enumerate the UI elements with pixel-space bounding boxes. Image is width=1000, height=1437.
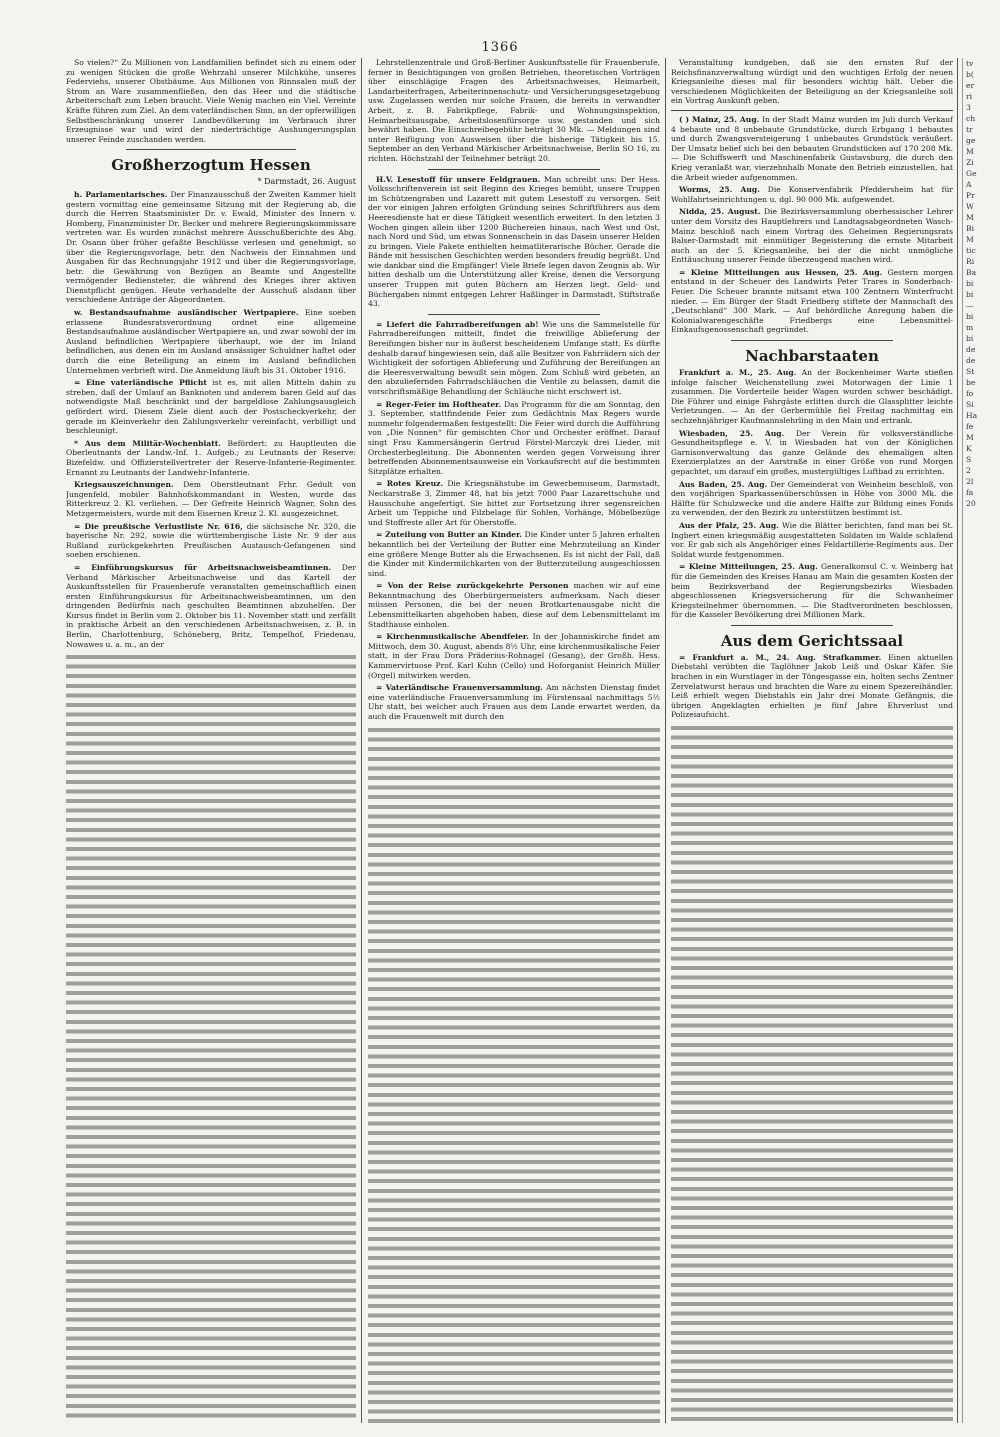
article-kleine-mitteilungen-hessen <box>671 268 953 335</box>
article-body: Die Kriegsnähstube im Gewerbemuseum, Darmstadt, Neckarstraße 3, Zimmer 48, hat bis jetzt 7000 Paar Lazarettschuhe und Hausschuhe angefertigt. Sie bittet zur Fortsetzung ihrer segensreichen Arbeit um Teppiche und Filzbelage für Sohlen, Vorhänge, Möbelbezüge und Stoffreste aller Art für Oberstoffe. <box>368 479 660 527</box>
edge-fragment: bi <box>966 312 974 321</box>
edge-fragment: Bi <box>966 224 975 233</box>
divider <box>731 625 893 626</box>
edge-fragment: b( <box>966 70 974 79</box>
edge-fragment: 3 <box>966 103 971 112</box>
edge-fragment: tic <box>966 246 976 255</box>
article-body: Am nächsten Dienstag findet eine vaterländische Frauenversammlung im Fürstensaal nachmittags 5½ Uhr statt, bei welcher auch Frauen aus dem Lande erwartet werden, da auch die Frauenwelt mit durch den <box>368 683 660 721</box>
article-body: Eine soeben erlassene Bundesratsverordnung ordnet eine allgemeine Bestandsaufnahme ausländischer Wertpapiere an, und zwar sowohl der im Ausland befindlichen Wertpapiere überhaupt, wie der im Inland befindlichen, aus denen ein im Ausland ansässiger Schuldner haftet oder durch die eine Beteiligung an einem im Ausland befindlichen Unternehmen verbrieft wird. Die Anmeldung läuft bis 31. Oktober 1916. <box>66 308 356 375</box>
article-lead: Aus Baden, 25. Aug. <box>679 479 768 489</box>
article-intro: So vielen?“ Zu Millionen von Landfamilien befindet sich zu einem oder zu wenigen Stücken die große Wehrzahl unserer Milchkühe, unseres Federviehs, unserer Obstbäume. Aus Millionen von Rinnsalen muß der Strom an Ware zusammenfließen, den das Heer und die städtische Arbeiterschaft zum Leben braucht. Viele Wenig machen ein Viel. Vereinte Kräfte führen zum Ziel. An dem vaterländischen Sinn, an der opferwilligen Selbstbeschränkung unserer Landbevölkerung im Verbrauch ihrer Erzeugnisse war und wird der niederträchtige Aushungerungsplan unserer Feinde zuschanden werden. <box>66 58 356 144</box>
article-verlustliste <box>66 522 356 560</box>
article-lead: Worms, 25. Aug. <box>679 185 760 195</box>
article-body: Wie uns die Sammelstelle für Fahrradbereifungen mitteilt, findet die freiwillige Ablieferung der Bereifungen bisher nur in äußerst bescheidenem Umfange statt. Es dürfte deshalb darauf hingewiesen sein, daß alle Besitzer von Fahrrädern sich der Wichtigkeit der sofortigen Ablieferung und Zuführung der Bereifungen an die Heeresverwaltung bewußt sein mögen. Zum Schluß wird gebeten, an den abzuliefernden Fahrradschläuchen die Ventile zu belassen, damit die vorschriftsmäßige Behandlung der Schläuche nicht erschwert ist. <box>368 319 660 396</box>
article-lead: Kriegsauszeichnungen. <box>74 480 174 490</box>
column-1 <box>66 58 356 1423</box>
article-lead: = Von der Reise zurückgekehrte Personen <box>376 581 569 591</box>
article-kriegsauszeichnungen <box>66 480 356 518</box>
edge-fragment: Ge <box>966 169 977 178</box>
divider <box>731 340 893 341</box>
edge-fragment: A <box>966 180 972 189</box>
edge-fragment: 20 <box>966 499 976 508</box>
column-rule <box>957 58 958 1423</box>
article-wiesbaden <box>671 429 953 477</box>
edge-fragment: W <box>966 202 974 211</box>
edge-fragment: ge <box>966 136 976 145</box>
edge-fragment: St <box>966 367 975 376</box>
article-lead: H.V. Lesestoff für unsere Feldgrauen. <box>376 174 541 184</box>
article-body: Wie die Blätter berichten, fand man bei St. Ingbert einen kriegsmäßig ausgestatteten Soldaten im Walde schlafend vor. Er gab sich als Angehöriger eines Feldartillerie-Regiments aus. Der Soldat wurde festgenommen. <box>671 520 953 559</box>
article-strafkammer <box>671 653 953 720</box>
article-parlamentarisches <box>66 190 356 305</box>
article-lead: * Aus dem Militär-Wochenblatt. <box>74 438 221 448</box>
edge-fragment: M <box>966 147 974 156</box>
edge-fragment: Ha <box>966 411 978 420</box>
edge-fragment: fo <box>966 389 974 398</box>
article-nidda <box>671 207 953 265</box>
article-lead: = Einführungskursus für Arbeitsnachweisbeamtinnen. <box>74 562 332 572</box>
article-lead: = Rotes Kreuz. <box>376 479 444 489</box>
article-lead: = Kleine Mitteilungen, 25. Aug. <box>679 562 818 572</box>
article-lead: = Zuteilung von Butter an Kinder. <box>376 530 523 540</box>
article-lead: ( ) Mainz, 25. Aug. <box>679 114 760 124</box>
article-pfalz <box>671 521 953 559</box>
edge-fragment: fe <box>966 422 974 431</box>
divider <box>428 314 600 315</box>
article-lead: Frankfurt a. M., 25. Aug. <box>679 368 797 378</box>
article-mainz <box>671 115 953 182</box>
adjacent-page-edge <box>962 58 996 1423</box>
article-body: Die Konservenfabrik Pfeddersheim hat für Wohlfahrtseinrichtungen u. dgl. 90 000 Mk. aufgewendet. <box>671 185 953 204</box>
edge-fragment: S <box>966 455 972 464</box>
article-rotes-kreuz <box>368 479 660 527</box>
column-rule <box>665 58 666 1423</box>
article-reger-feier <box>368 400 660 477</box>
article-frankfurt <box>671 368 953 426</box>
article-lead: = Die preußische Verlustliste Nr. 616, <box>74 521 243 531</box>
article-einfuehrungskursus <box>66 563 356 649</box>
article-wertpapiere <box>66 308 356 375</box>
article-body: die sächsische Nr. 320, die bayerische Nr. 292, sowie die württembergische Liste Nr. 9 der aus Rußland zurückgekehrten Preußischen Austausch-Gefangenen sind soeben erschienen. <box>66 521 356 560</box>
divider <box>428 169 600 170</box>
section-heading-nachbarstaaten: Nachbarstaaten <box>745 347 879 366</box>
article-lead: = Eine vaterländische Pflicht <box>74 378 207 388</box>
article-lead: = Vaterländische Frauenversammlung. <box>376 683 543 693</box>
column-2 <box>368 58 660 1423</box>
column-rule <box>361 58 362 1423</box>
article-fahrradbereifungen <box>368 320 660 397</box>
edge-fragment: bi <box>966 290 974 299</box>
edge-fragment: de <box>966 345 976 354</box>
page-number: 1366 <box>481 40 519 55</box>
article-lesestoff <box>368 175 660 309</box>
article-body: Die Kinder unter 5 Jahren erhalten bekanntlich bei der Verteilung der Butter eine Mehrzuteilung an Kinder eine größere Menge Butter als die Erwachsenen. Es ist nicht der Fall, daß die Kinder mit Kindermilchkarten von der Butterzuteilung ausgeschlossen sind. <box>368 530 660 578</box>
edge-fragment: Pr <box>966 191 975 200</box>
article-body: Gestern morgen entstand in der Scheuer des Landwirts Peter Trares in Sonderbach-Feuer. Die Scheuer brannte mitsamt etwa 100 Zentnern Winterfrucht nieder. — Ein Bürger der Stadt Friedberg stiftete der Mannschaft des „Deutschland“ 300 Mark. — Auf behördliche Anregung haben die Kolonialwarengeschäfte Friedbergs eine Lebensmittel-Einkaufsgenossenschaft gegründet. <box>671 267 953 335</box>
article-lead: Aus der Pfalz, 25. Aug. <box>679 520 779 530</box>
article-body: Das Programm für die am Sonntag, den 3. September, stattfindende Feier zum Gedächtnis Max Regers wurde nunmehr folgendermaßen festgestellt: Die Feier wird durch die Aufführung von „Die Nonnen“ für gemischten Chor und Orchester eröffnet. Darauf singt Frau Kammersängerin Gertrud Förstel-Marczyk drei Lieder, mit Orchesterbegleitung. Die Abonnenten werden gegen Vorweisung ihrer betreffenden Abonnementsausweise ein Vorkaufsrecht auf die bestimmten Sitzplätze erhalten. <box>368 399 660 476</box>
article-body: Befördert: zu Hauptleuten die Oberleutnants der Landw.-Inf. 1. Aufgeb.; zu Leutnants der Reserve: Bizefeldw. und Offizierstellvertreter der Reserve-Infanterie-Regimenter. Ernannt zu Leutnants der Landwehr-Infanterie. <box>66 438 356 477</box>
section-heading-gerichtssaal: Aus dem Gerichtssaal <box>720 631 904 650</box>
article-body: In der Stadt Mainz wurden im Juli durch Verkauf 4 bebaute und 8 unbebaute Grundstücke, durch Erbgang 1 bebautes und durch Zwangsversteigerung 1 unbebautes Grundstück veräußert. Der Umsatz belief sich bei den bebauten Grundstücken auf 170 208 Mk. — Die Schiffswerft und Maschinenfabrik Gustavsburg, die durch den Krieg veranlaßt war, vierzehnhalb Monate den Betrieb einzustellen, hat die Arbeit wieder aufgenommen. <box>671 114 953 182</box>
article-body: Einen aktuellen Diebstahl verübten die Taglöhner Jakob Leiß und Oskar Käfer. Sie brachen in ein Wurstlager in der Töngesgasse ein, holten sechs Zentner Zervelatwurst heraus und brachten die Ware zu einem Spezereihändler. Leiß erhielt wegen Diebstahls ein Jahr drei Monate Gefängnis, die übrigen Angeklagten erhielten je fünf Jahre Ehrverlust und Polizeiaufsicht. <box>671 652 953 720</box>
article-lead: Wiesbaden, 25. Aug. <box>679 428 785 438</box>
article-lead: = Kleine Mitteilungen aus Hessen, 25. Aug. <box>679 267 883 277</box>
edge-fragment: Ba <box>966 268 977 277</box>
article-body: Der Finanzausschuß der Zweiten Kammer hielt gestern vormittag eine gemeinsame Sitzung mit der Regierung ab, die durch die Herren Staatsminister Dr. v. Ewald, Minister des Innern v. Homberg, Finanzminister Dr. Becker und mehrere Regierungskommissare vertreten war. Es wurden zunächst mehrere Ausschußberichte des Abg. Dr. Osann über früher gefaßte Beschlüsse verlesen und genehmigt, so über die Regierungsvorlage, betr. den Nachweis der Einnahmen und Ausgaben für das Rechnungsjahr 1912 und über die Regierungsvorlage, betr. die Gewährung von Bezügen an Beamte und Angestellte vermögender Bediensteter, die während des Krieges ihrer aktiven Dienstpflicht genügen. Heute verhandelte der Ausschuß alsdann über verschiedene Anträge der Abgeordneten. <box>66 189 356 305</box>
article-kleine-mitteilungen <box>671 562 953 620</box>
edge-fragment: Si <box>966 400 974 409</box>
article-continued: Veranstaltung kundgeben, daß sie den ernsten Ruf der Reichsfinanzverwaltung würdigt und den wuchtigen Erfolg der neuen Kriegsanleihe dieses mal für besonders wichtig hält. Ueber die verschiedenen Möglichkeiten der Beteiligung an der Kriegsanleihe soll ein Vortrag Auskunft geben. <box>671 58 953 106</box>
article-militaer-wochenblatt <box>66 439 356 477</box>
article-lead: = Kirchenmusikalische Abendfeier. <box>376 632 529 642</box>
article-lead: = Reger-Feier im Hoftheater. <box>376 399 502 409</box>
article-abendfeier <box>368 632 660 680</box>
article-reise <box>368 581 660 629</box>
column-3 <box>671 58 953 1423</box>
edge-fragment: fa <box>966 488 974 497</box>
dateline: * Darmstadt, 26. August <box>257 177 356 187</box>
edge-fragment: — <box>966 301 974 310</box>
article-lead: Nidda, 25. August. <box>679 207 761 217</box>
article-lead: h. Parlamentarisches. <box>74 189 168 199</box>
edge-fragment: m <box>966 323 974 332</box>
divider <box>671 110 953 111</box>
article-body: Der Verein für volksverständliche Gesundheitspflege e. V. in Wiesbaden hat von der Königlichen Garnisonverwaltung das ganze Gelände des ehemaligen alten Exerzierplatzes an der Aarstraße in einer Größe von rund Morgen gepachtet, um darauf ein großes, mustergültiges Luftbad zu errichten. <box>671 428 953 476</box>
article-body: Man schreibt uns: Der Hess. Volksschriftenverein ist seit Beginn des Krieges bemüht, unsere Truppen im Schützengraben und Lazarett mit gutem Lesestoff zu versorgen. Seit der vor einigen Jahren erfolgten Gründung seines Schriftführers aus dem Heeresdienste hat er diese Tätigkeit wesentlich erweitert. In den letzten 3 Wochen gingen allein über 1200 Büchereien hinaus, nach West und Ost, nach Nord und Süd, um etwas Sonnenschein in das Dasein unserer Helden zu bringen. Viele Pakete enthielten heimatliterarische Bücher. Gerade die Bände mit hessischen Geschichten werden besonders freudig begrüßt. Und wie dankbar sind die Empfänger! Viele Briefe legen davon Zeugnis ab. Wir bitten deshalb um die Unterstützung aller Kreise, denen die Versorgung unserer Truppen mit guten Büchern am Herzen liegt. Geld- und Büchergaben nimmt entgegen Lehrer Haßlinger in Darmstadt, Stiftstraße 43. <box>368 174 660 309</box>
edge-fragment: bi <box>966 334 974 343</box>
edge-fragment: Ri <box>966 257 975 266</box>
edge-fragment: M <box>966 235 974 244</box>
edge-fragment: er <box>966 81 975 90</box>
article-body: Dem Oberstleutnant Frhr. Gedult von Jungenfeld, mobiler Bahnhofskommandant in Westen, wurde das Ritterkreuz 2. Kl. verliehen. — Der Gefreite Heinrich Wagner, Sohn des Metzgermeisters, wurde mit dem Eisernen Kreuz 2. Kl. ausgezeichnet. <box>66 480 356 518</box>
edge-fragment: M <box>966 433 974 442</box>
article-body: Die Bezirksversammlung oberhessischer Lehrer unter dem Vorsitz des Hauptlehrers und Landtagsabgeordneten Wasch-Mainz beschloß nach einem Vortrag des Geheimen Regierungsrats Balser-Darmstadt mit einmütiger Begeisterung die ernste Mitarbeit auch an der 5. Kriegsanleihe, bei der die nicht unmögliche Enttäuschung unserer Feinde überzeugend machen wird. <box>671 207 953 265</box>
article-body: Der Gemeinderat von Weinheim beschloß, von den vorjährigen Sparkassenüberschüssen in Höhe von 3000 Mk. die Hälfte für Schulzwecke und die andere Hälfte zur Bildung eines Fonds zu verwenden, der den Bezirk zu unterstützen bestimmt ist. <box>671 479 953 518</box>
article-pflicht <box>66 378 356 436</box>
article-lead: w. Bestandsaufnahme ausländischer Wertpapiere. <box>74 308 299 318</box>
section-heading-hessen: Großherzogtum Hessen <box>111 156 311 175</box>
article-lead: = Frankfurt a. M., 24. Aug. Strafkammer. <box>679 652 882 662</box>
edge-fragment: tr <box>966 125 973 134</box>
edge-fragment: be <box>966 378 976 387</box>
article-butter <box>368 530 660 578</box>
article-body: Der Verband Märkischer Arbeitsnachweise und das Kartell der Auskunftsstellen für Frauenberufe veranstalten gemeinschaftlich einen ersten Einführungskursus für Arbeitsnachweisbeamtinnen, um den dringenden Bedürfnis nach geschulten Beamtinnen abzuhelfen. Der Kursus findet in Berlin vom 2. Oktober bis 11. November statt und zerfällt in praktische Arbeit an den verschiedenen Arbeitsnachweisen, z. B. in Berlin, Charlottenburg, Schöneberg, Britz, Tempelhof, Friedenau, Nowawes u. a. m., an der <box>66 562 356 649</box>
illegible-text-block <box>66 652 356 1423</box>
edge-fragment: Zi <box>966 158 974 167</box>
edge-fragment: 2l <box>966 477 974 486</box>
edge-fragment: de <box>966 356 976 365</box>
article-baden <box>671 480 953 518</box>
edge-fragment: ch <box>966 114 976 123</box>
article-body: An der Bockenheimer Warte stießen infolge falscher Weichenstellung zwei Motorwagen der Linie 1 zusammen. Die Vorderteile beider Wagen wurden schwer beschädigt. Die Führer und einige Fahrgäste erlitten durch die Glassplitter leichte Verletzungen. — An der Gerbermühle fiel Freitag nachmittag ein sechzehnjähriger Kaufmannslehrling in den Main und ertrank. <box>671 368 953 425</box>
divider <box>126 149 296 150</box>
illegible-text-block <box>368 725 660 1423</box>
article-lead: = Liefert die Fahrradbereifungen ab! <box>376 319 539 329</box>
edge-fragment: tv <box>966 59 974 68</box>
article-body: ist es, mit allen Mitteln dahin zu streben, daß der Umlauf an Banknoten und anderem baren Geld auf das notwendigste Maß beschränkt und der bargeldlose Zahlungsausgleich gefördert wird. Diesem Ziele dient auch der Postscheckverkehr, der gerade im Kleinverkehr den Zahlungsverkehr vereinfacht, verbilligt und beschleunigt. <box>66 378 356 436</box>
article-body: Generalkonsul C. v. Weinberg hat für die Gemeinden des Kreises Hanau am Main die gesamten Kosten der beim Bezirksverband der Regierungsbezirks Wiesbaden abgeschlossenen Kriegsversicherung für die Schwanheimer Kriegsteilnehmer übernommen. — Die Stadtverordneten beschlossen, für die Kasseler Bevölkerung drei Millionen Mark. <box>671 562 953 620</box>
edge-fragment: ri <box>966 92 973 101</box>
edge-fragment: M <box>966 213 974 222</box>
article-frauenversammlung <box>368 683 660 721</box>
article-worms <box>671 185 953 204</box>
illegible-text-block <box>671 723 953 1423</box>
article-continued: Lehrstellenzentrale und Groß-Berliner Auskunftsstelle für Frauenberufe, ferner in Besichtigungen von großen Betrieben, theoretischen Vorträgen über einschlägige Fragen des Arbeitsnachweises, Heimarbeit, Landarbeiterfragen, Arbeiterinnenschutz- und Versicherungsgesetzgebung usw. Zugelassen werden nur solche Frauen, die bereits in verwandter Arbeit, z. B. Fabrikpflege, Fabrik- und Wohnungsinspektion, Heimarbeitsausgabe, Arbeitslosenfürsorge usw. gestanden und sich bewährt haben. Die Einschreibegebühr beträgt 30 Mk. — Meldungen sind unter Beifügung von Ausweisen über die bisherige Tätigkeit bis 15. September an den Verband Märkischer Arbeitsnachweise, Berlin SO 16, zu richten. Höchstzahl der Teilnehmer beträgt 20. <box>368 58 660 163</box>
edge-fragment: K <box>966 444 972 453</box>
edge-fragment: 2 <box>966 466 971 475</box>
article-body: In der Johanniskirche findet am Mittwoch, dem 30. August, abends 8½ Uhr, eine kirchenmusikalische Feier statt, in der Frau Dora Präderius-Rohnagel (Gesang), der Großh. Hess. Kammervirtuose Prof. Karl Kuhn (Cello) und Hoforganist Heinrich Müller (Orgel) mitwirken werden. <box>368 632 660 680</box>
edge-fragment: bi <box>966 279 974 288</box>
article-body: machen wir auf eine Bekanntmachung des Oberbürgermeisters aufmerksam. Nach dieser müssen Personen, die bei der neuen Brotkartenausgabe nicht die Lebensmittelkarten abgehoben haben, diese auf dem Lebensmittelamt im Stadthause einholen. <box>368 581 660 629</box>
